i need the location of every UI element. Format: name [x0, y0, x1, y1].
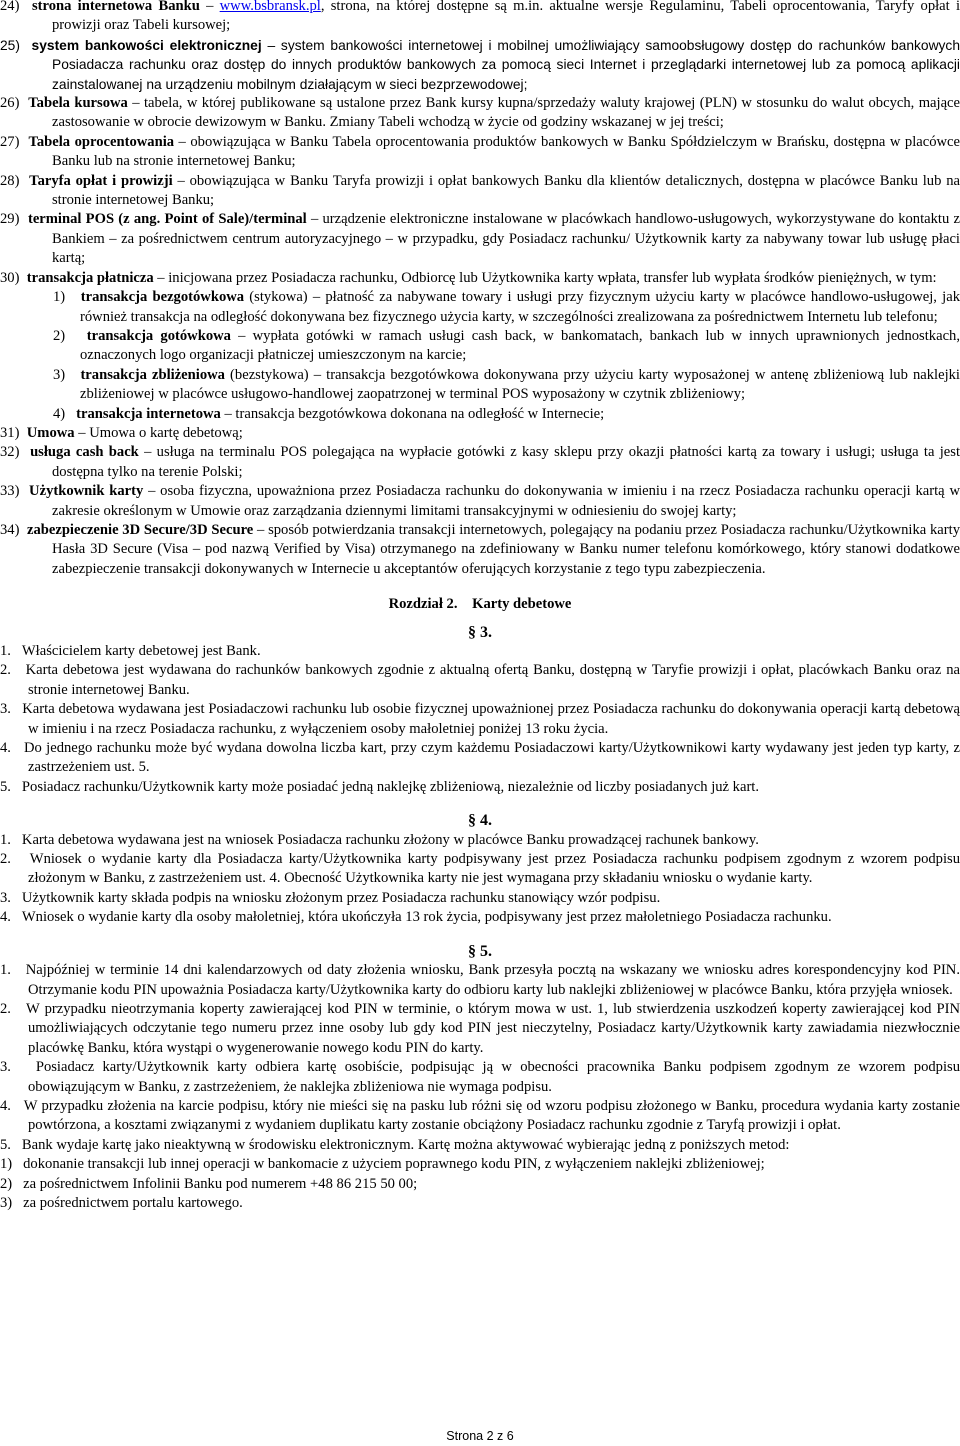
definition-text: – obowiązująca w Banku Taryfa prowizji i opłat bankowych Banku dla klientów detalicznych, dostępna w placówce Banku lub na stronie internetowej Banku;: [52, 172, 960, 209]
item-number: 3): [53, 366, 66, 383]
definition-item: [0, 133, 960, 172]
definition-item: [0, 172, 960, 211]
section-title: § 5.: [468, 942, 492, 960]
paragraph-item: [0, 778, 960, 797]
definition-term: Taryfa opłat i prowizji: [29, 172, 173, 189]
definition-text: – usługa na terminalu POS polegająca na wypłacie gotówki z kasy sklepu przy okazji płatności kartą za towary i usługi; usługa ta jest dostępna tylko na terenie Polski;: [52, 444, 960, 480]
sub-list-item: [0, 366, 960, 405]
paragraph-text: Wniosek o wydanie karty dla osoby małoletniej, która ukończyła 13 rok życia, podpisywany jest przez małoletniego Posiadacza rachunku.: [21, 909, 832, 926]
definition-term: Tabela kursowa: [28, 95, 128, 112]
paragraph-text: Najpóźniej w terminie 14 dni kalendarzowych od daty złożenia wniosku, Bank przesyła pocztą na wskazany we wniosku adres korespondencyjny kod PIN. Otrzymanie kodu PIN upoważnia Posiadacza karty/Użytkownika karty do odbioru karty lub naklejki zbliżeniowej w placówce Banku, która przyjęła wniosek.: [25, 962, 960, 998]
item-number: 30): [0, 269, 20, 286]
paragraph-item: [0, 1097, 960, 1136]
definition-term: Użytkownik karty: [29, 483, 144, 500]
bank-website-link[interactable]: www.bsbransk.pl: [219, 0, 321, 14]
paragraph-text: W przypadku złożenia na karcie podpisu, który nie mieści się na pasku lub różni się od wzoru podpisu złożonego w Banku, procedura wydania karty zostanie powtórzona, a kosztami związanymi z wydaniem duplikatu karty zostanie obciążony Posiadacz rachunku zgodnie z Taryfą prowizji i opłat.: [23, 1097, 960, 1134]
item-number: 29): [0, 211, 20, 228]
definition-term: Umowa: [26, 424, 75, 441]
activation-method-item: [0, 1194, 960, 1213]
definition-item: [0, 482, 960, 521]
definition-term: strona internetowa Banku: [31, 0, 200, 14]
sub-list-item: [0, 288, 960, 327]
activation-method-item: [0, 1175, 960, 1194]
item-number: 2.: [0, 662, 11, 679]
paragraph-item: [0, 642, 960, 661]
paragraph-text: Karta debetowa jest wydawana do rachunków bankowych zgodnie z aktualną ofertą Banku, dostępną w Taryfie prowizji i opłat, placówkach Banku oraz na stronie internetowej Banku.: [25, 662, 960, 698]
item-number: 5.: [0, 778, 11, 795]
item-number: 4.: [0, 909, 11, 926]
definition-text: – sposób potwierdzania transakcji internetowych, polegający na podaniu przez Posiadacza rachunku/Użytkownika karty Hasła 3D Secure (Visa – pod nazwą Verified by Visa) otrzymanego na zdefiniowany w Banku numer telefonu komórkowego, który stanowi dodatkowe zabezpieczenie transakcji dokonywanych w Internecie u akceptantów oferujących korzystanie z tego typu zabezpieczenia.: [52, 521, 960, 577]
definition-term: transakcja gotówkowa: [86, 327, 231, 344]
item-number: 25): [0, 37, 20, 53]
sub-list-item: [0, 405, 960, 424]
item-number: 2.: [0, 851, 11, 868]
definition-item: [0, 443, 960, 482]
item-number: 2.: [0, 1000, 11, 1017]
definition-term: system bankowości elektronicznej: [31, 37, 262, 53]
definition-text: – tabela, w której publikowane są ustalone przez Bank kursy kupna/sprzedaży waluty krajowej (PLN) w stosunku do walut obcych, mające zastosowanie w obrocie dewizowym w Banku. Zmiany Tabeli wchodzą w życie od godziny wskazanej w jej treści;: [52, 95, 960, 131]
item-number: 26): [0, 95, 20, 112]
item-number: 34): [0, 521, 20, 538]
definition-text: – obowiązująca w Banku Tabela oprocentowania produktów bankowych w Banku Spółdzielczym w Brańsku, dostępna w placówce Banku lub na stronie internetowej Banku;: [52, 133, 960, 170]
item-number: 27): [0, 133, 20, 150]
definition-text: – inicjowana przez Posiadacza rachunku, Odbiorcę lub Użytkownika karty wpłata, transfer lub wypłata środków pieniężnych, w tym:: [153, 269, 937, 286]
paragraph-text: Posiadacz karty/Użytkownik karty odbiera kartę osobiście, podpisując ją w obecności pracownika Banku podpisem zgodnym ze wzorem podpisu obowiązującym w Banku, z zastrzeżeniem, że naklejka zbliżeniowa nie wymaga podpisu.: [28, 1059, 960, 1095]
definition-item: [0, 424, 960, 443]
item-number: 3.: [0, 1059, 11, 1076]
paragraph-item: [0, 661, 960, 700]
definition-text: (stykowa) – płatność za nabywane towary i usługi przy fizycznym użyciu karty w placówce handlowo-usługowej, jak również transakcja na odległość dokonywana bez fizycznego użycia karty, w szczególności zrealizowana za pośrednictwem Internetu lub telefonu;: [80, 289, 960, 325]
definition-term: Tabela oprocentowania: [28, 133, 175, 150]
paragraph-item: [0, 1058, 960, 1097]
definition-term: transakcja internetowa: [76, 405, 221, 422]
paragraph-text: W przypadku nieotrzymania koperty zawierającej kod PIN w terminie, o którym mowa w ust. 1, lub stwierdzenia uszkodzeń koperty zawierającej kod PIN umożliwiających odczytanie tego numeru przez inne osoby lub gdy kod PIN jest nieczytelny, Posiadacz karty/Użytkownik karty zawiadamia niezwłocznie placówkę Banku, która wystąpi o wygenerowanie nowego kodu PIN do karty.: [26, 1000, 960, 1056]
item-number: 4): [53, 405, 66, 422]
definition-term: transakcja zbliżeniowa: [80, 366, 225, 383]
section-title: § 4.: [468, 812, 492, 830]
definition-text: (bezstykowa) – transakcja bezgotówkowa dokonywana przy użyciu karty wyposażonej w antenę zbliżeniową lub naklejki zbliżeniowej w placówce usługowo-handlowej zaopatrzonej w terminal POS wyposażony w czytnik zbliżeniowy;: [80, 366, 960, 403]
item-number: 2): [0, 1175, 13, 1192]
definition-item: [0, 269, 960, 288]
activation-method-item: [0, 1155, 960, 1174]
paragraph-item: [0, 850, 960, 889]
paragraph-text: Karta debetowa wydawana jest na wniosek Posiadacza rachunku złożony w placówce Banku prowadzącej rachunek bankowy.: [21, 831, 759, 848]
item-number: 3.: [0, 889, 11, 906]
chapter-title: Rozdział 2. Karty debetowe: [388, 596, 572, 613]
item-number: 4.: [0, 1097, 11, 1114]
definition-term: transakcja płatnicza: [26, 269, 154, 286]
page-footer: Strona 2 z 6: [446, 1429, 514, 1443]
item-number: 28): [0, 172, 20, 189]
paragraph-text: Karta debetowa wydawana jest Posiadaczowi rachunku lub osobie fizycznej upoważnionej przez Posiadacza rachunku do dokonywania operacji kartą debetową w imieniu i na rzecz Posiadacza rachunku, z wyłączeniem osoby małoletniej poniżej 13 roku życia.: [22, 701, 960, 737]
paragraph-text: za pośrednictwem portalu kartowego.: [23, 1194, 243, 1211]
paragraph-item: [0, 739, 960, 778]
definition-item: 24) strona internetowa Banku – www.bsbransk.pl, strona, na której dostępne są m.in. aktualne wersje Regulaminu, Tabeli oprocentowania, Taryfy opłat i prowizji oraz Tabeli kursowej;: [0, 0, 960, 34]
paragraph-item: [0, 1136, 960, 1155]
item-number: 5.: [0, 1136, 11, 1153]
paragraph-text: dokonanie transakcji lub innej operacji w bankomacie z użyciem poprawnego kodu PIN, z wyłączeniem naklejki zbliżeniowej;: [23, 1156, 765, 1173]
paragraph-item: [0, 831, 960, 850]
paragraph-text: Bank wydaje kartę jako nieaktywną w środowisku elektronicznym. Kartę można aktywować wybierając jedną z poniższych metod:: [21, 1136, 790, 1153]
item-number: 1.: [0, 962, 11, 979]
paragraph-text: Posiadacz rachunku/Użytkownik karty może posiadać jedną naklejkę zbliżeniową, niezależnie od liczby posiadanych już kart.: [21, 778, 760, 795]
section-title: § 3.: [468, 623, 492, 641]
definition-item: [0, 210, 960, 268]
item-number: 1): [0, 1156, 13, 1173]
paragraph-item: [0, 908, 960, 927]
definition-text: – system bankowości internetowej i mobilnej umożliwiający samoobsługowy dostęp do rachunków bankowych Posiadacza rachunku oraz dostęp do innych produktów bankowych za pomocą sieci Internet i przeglądarki internetowej lub za pomocą aplikacji zainstalowanej na urządzeniu mobilnym działającym w sieci bezprzewodowej;: [52, 37, 960, 92]
definition-text: , strona, na której dostępne są m.in. aktualne wersje Regulaminu, Tabeli oprocentowania, Taryfy opłat i prowizji oraz Tabeli kursowej;: [52, 0, 960, 34]
paragraph-text: Użytkownik karty składa podpis na wniosku złożonym przez Posiadacza rachunku stanowiący wzór podpisu.: [21, 889, 661, 906]
paragraph-item: [0, 1000, 960, 1058]
definition-text: – Umowa o kartę debetową;: [74, 424, 243, 441]
paragraph-text: Wniosek o wydanie karty dla Posiadacza karty/Użytkownika karty podpisywany jest przez Posiadacza rachunku podpisem zgodnym z wzorem podpisu złożonym w Banku, z zastrzeżeniem ust. 4. Obecność Użytkownika karty nie jest wymagana przy składaniu wniosku o wydanie karty.: [28, 851, 960, 887]
item-number: 4.: [0, 740, 11, 757]
paragraph-text: Do jednego rachunku może być wydana dowolna liczba kart, przy czym każdemu Posiadaczowi karty/Użytkownikowi karty wydawany jest jeden typ karty, z zastrzeżeniem ust. 5.: [23, 740, 960, 776]
definition-item: [0, 94, 960, 133]
definition-text: – osoba fizyczna, upoważniona przez Posiadacza rachunku do dokonywania w imieniu i na rzecz Posiadacza rachunku operacji kartą w zakresie określonym w Umowie oraz zarządzania dziennymi limitami transakcyjnymi w odniesieniu do swojej karty;: [52, 483, 960, 519]
item-number: 2): [53, 327, 66, 344]
item-number: 1.: [0, 831, 11, 848]
item-number: 1): [53, 289, 66, 306]
definition-term: usługa cash back: [30, 444, 139, 461]
paragraph-item: [0, 889, 960, 908]
definition-item: [0, 521, 960, 579]
definition-term: transakcja bezgotówkowa: [80, 289, 245, 306]
definition-text: – urządzenie elektroniczne instalowane w placówkach handlowo-usługowych, wykorzystywane do kontaktu z Bankiem – za pośrednictwem centrum autoryzacyjnego – w przypadku, gdy Posiadacz rachunku/ Użytkownik karty za nabywany towar lub usługę płaci kartą;: [52, 211, 960, 267]
item-number: 1.: [0, 643, 11, 659]
item-number: 33): [0, 483, 20, 500]
paragraph-item: [0, 700, 960, 739]
item-number: 31): [0, 424, 20, 441]
sub-list-item: [0, 327, 960, 366]
definition-item: [0, 36, 960, 94]
definition-term: zabezpieczenie 3D Secure/3D Secure: [26, 521, 254, 538]
definition-term: terminal POS (z ang. Point of Sale)/terminal: [27, 211, 307, 228]
paragraph-text: za pośrednictwem Infolinii Banku pod numerem +48 86 215 50 00;: [23, 1175, 418, 1192]
item-number: 3.: [0, 701, 11, 718]
definition-text: – wypłata gotówki w ramach usługi cash back, w bankomatach, bankach lub w innych uprawnionych jednostkach, oznaczonych logo organizacji płatniczej umieszczonym na karcie;: [80, 327, 960, 364]
item-number: 24): [0, 0, 20, 14]
paragraph-text: Właścicielem karty debetowej jest Bank.: [21, 643, 261, 659]
item-number: 3): [0, 1194, 13, 1211]
item-number: 32): [0, 444, 20, 461]
definition-text: – transakcja bezgotówkowa dokonana na odległość w Internecie;: [220, 405, 605, 422]
paragraph-item: [0, 961, 960, 1000]
